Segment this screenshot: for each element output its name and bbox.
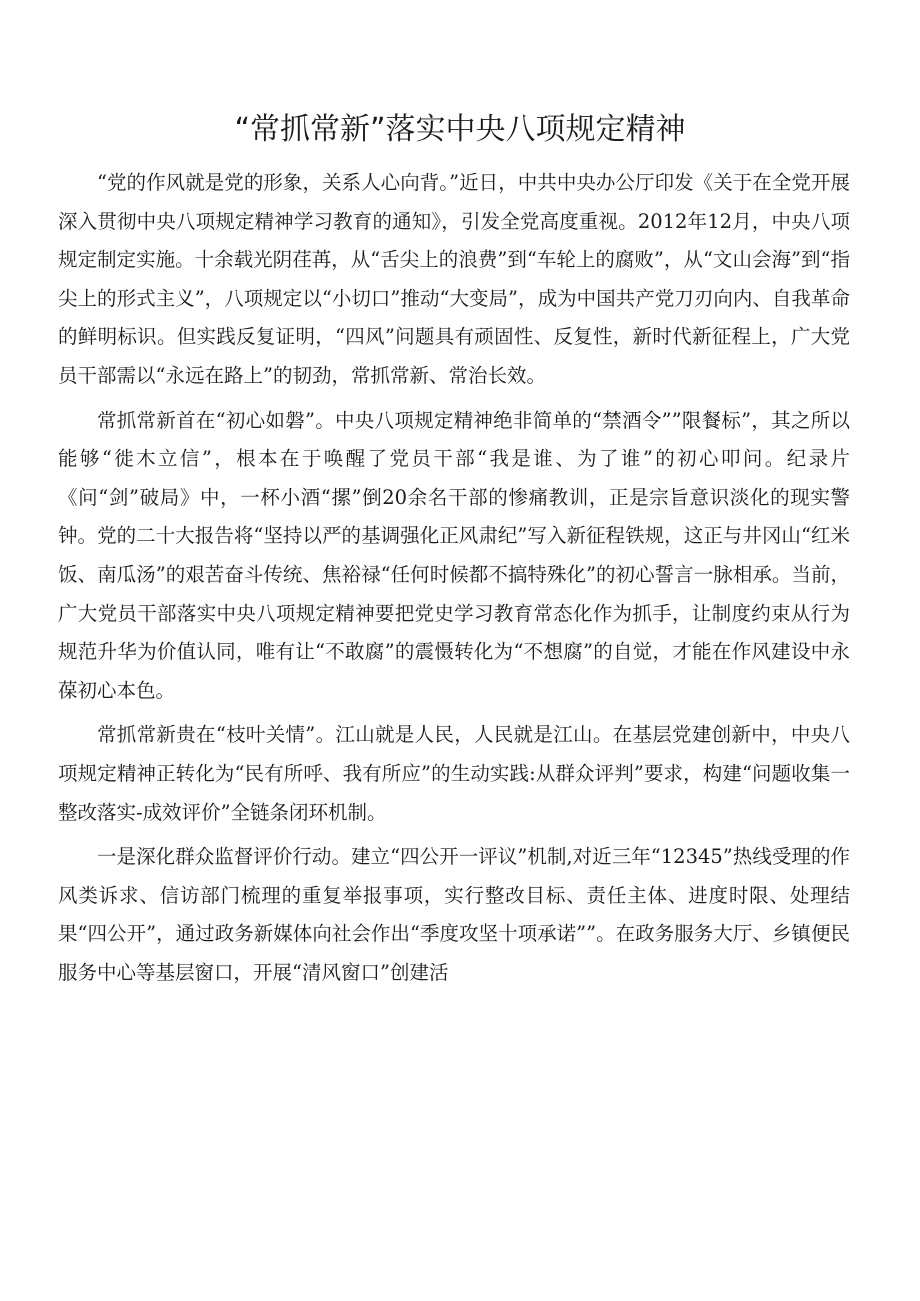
paragraph-intro: “党的作风就是党的形象，关系人心向背。”近日，中共中央办公厅印发《关于在全党开展深入贯彻中央八项规定精神学习教育的通知》，引发全党高度重视。2012年12月，中央八项规定制定实施。十余载光阴荏苒，从“舌尖上的浪费”到“车轮上的腐败”，从“文山会海”到“指尖上的形式主义”，八项规定以“小切口”推动“大变局”，成为中国共产党刀刃向内、自我革命的鲜明标识。但实践反复证明，“四风”问题具有顽固性、反复性，新时代新征程上，广大党员干部需以“永远在路上”的韧劲，常抓常新、常治长效。 (58, 171, 850, 387)
paragraph-people-concern: 常抓常新贵在“枝叶关情”。江山就是人民，人民就是江山。在基层党建创新中，中央八项规定精神正转化为“民有所呼、我有所应”的生动实践:从群众评判”要求，构建“问题收集一整改落实-成效评价”全链条闭环机制。 (58, 723, 850, 824)
document-body (58, 164, 850, 998)
paragraph-supervision-action: 一是深化群众监督评价行动。建立“四公开一评议”机制,对近三年“12345”热线受理的作风类诉求、信访部门梳理的重复举报事项，实行整改目标、责任主体、进度时限、处理结果“四公开”，通过政务新媒体向社会作出“季度攻坚十项承诺””。在政务服务大厅、乡镇便民服务中心等基层窗口，开展“清风窗口”创建活 (58, 845, 850, 984)
paragraph-initial-aspiration: 常抓常新首在“初心如磐”。中央八项规定精神绝非简单的“禁酒令””限餐标”，其之所以能够“徙木立信”，根本在于唤醒了党员干部“我是谁、为了谁”的初心叩问。纪录片《问“剑”破局》中，一杯小酒“摞”倒20余名干部的惨痛教训，正是宗旨意识淡化的现实警钟。党的二十大报告将“坚持以严的基调强化正风肃纪”写入新征程铁规，这正与井冈山“红米饭、南瓜汤”的艰苦奋斗传统、焦裕禄“任何时候都不搞特殊化”的初心誓言一脉相承。当前，广大党员干部落实中央八项规定精神要把党史学习教育常态化作为抓手，让制度约束从行为规范升华为价值认同，唯有让“不敢腐”的震慑转化为“不想腐”的自觉，才能在作风建设中永葆初心本色。 (58, 408, 850, 702)
document-title: “常抓常新”落实中央八项规定精神 (234, 112, 686, 147)
